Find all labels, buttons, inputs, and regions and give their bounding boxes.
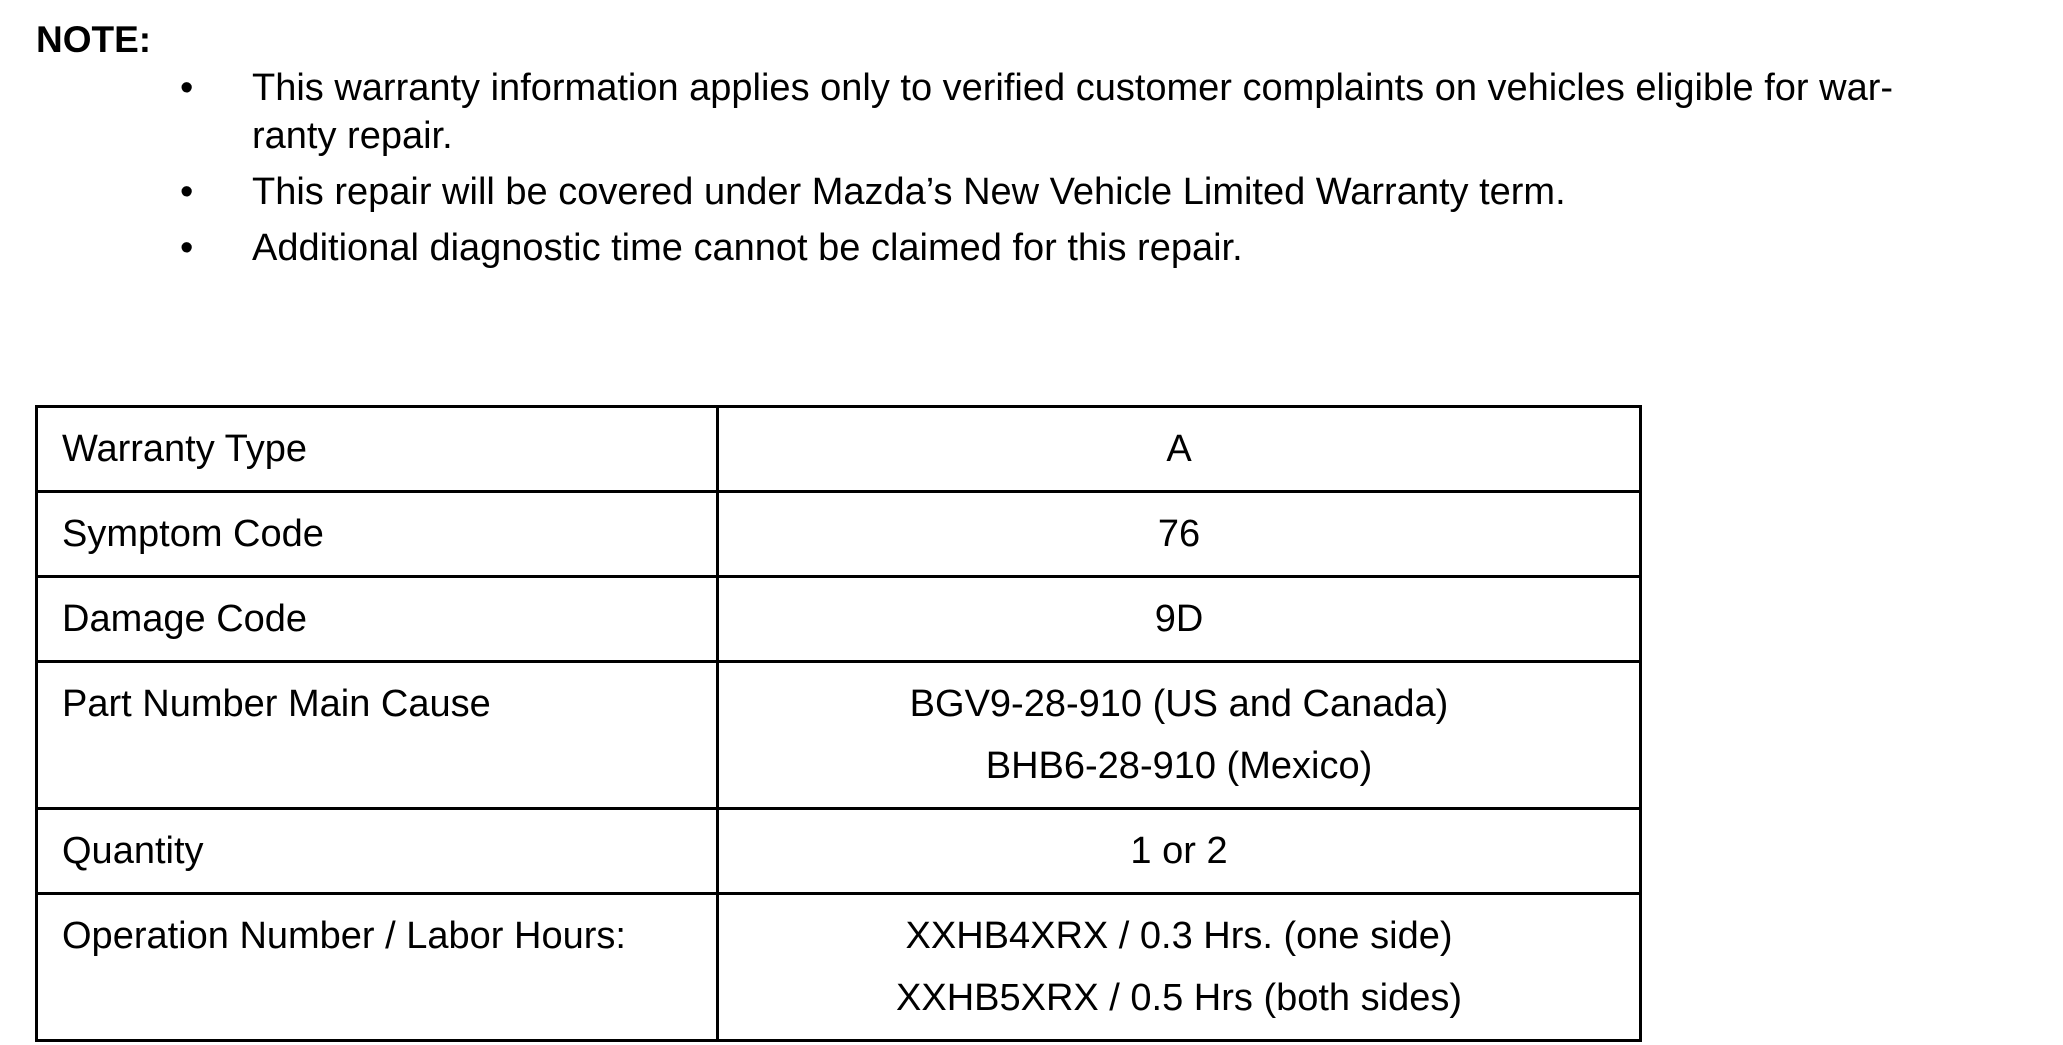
row-value-line: 1 or 2 xyxy=(1130,830,1228,872)
row-value xyxy=(718,492,1641,577)
row-label: Part Number Main Cause xyxy=(37,662,718,809)
warranty-info-table xyxy=(35,405,1642,1042)
row-label: Operation Number / Labor Hours: xyxy=(37,894,718,1041)
row-label: Symptom Code xyxy=(37,492,718,577)
table-row xyxy=(37,894,1641,1041)
row-value xyxy=(718,809,1641,894)
table-row xyxy=(37,662,1641,809)
note-bullet-item xyxy=(180,224,2050,272)
row-value xyxy=(718,894,1641,1041)
row-value-line: 9D xyxy=(1154,598,1204,640)
note-bullet-item xyxy=(180,64,2050,160)
row-value-line: 76 xyxy=(1157,513,1201,555)
row-value xyxy=(718,662,1641,809)
row-value-line: A xyxy=(1166,428,1192,470)
note-bullet-text: Additional diagnostic time cannot be claimed for this repair. xyxy=(252,227,1243,269)
note-bullet-list xyxy=(180,64,2050,280)
row-label: Quantity xyxy=(37,809,718,894)
row-value-line: BGV9-28-910 (US and Canada) xyxy=(909,683,1449,725)
note-bullet-text: This repair will be covered under Mazda’s New Vehicle Limited Warranty term. xyxy=(252,171,1566,213)
row-label: Warranty Type xyxy=(37,407,718,492)
note-heading: NOTE: xyxy=(36,19,152,60)
table-row xyxy=(37,809,1641,894)
row-value-line: XXHB4XRX / 0.3 Hrs. (one side) xyxy=(905,915,1453,957)
note-bullet-text: This warranty information applies only to verified customer complaints on vehicles eligible for war- xyxy=(252,67,1894,109)
row-value-line: BHB6-28-910 (Mexico) xyxy=(985,745,1373,787)
note-bullet-text-continued: ranty repair. xyxy=(252,115,453,157)
table-row xyxy=(37,577,1641,662)
bullet-icon: • xyxy=(180,171,194,213)
note-bullet-item xyxy=(180,168,2050,216)
table-row xyxy=(37,407,1641,492)
row-value xyxy=(718,577,1641,662)
table-row xyxy=(37,492,1641,577)
row-value xyxy=(718,407,1641,492)
row-label: Damage Code xyxy=(37,577,718,662)
bullet-icon: • xyxy=(180,67,194,109)
row-value-line: XXHB5XRX / 0.5 Hrs (both sides) xyxy=(896,977,1462,1019)
bullet-icon: • xyxy=(180,227,194,269)
